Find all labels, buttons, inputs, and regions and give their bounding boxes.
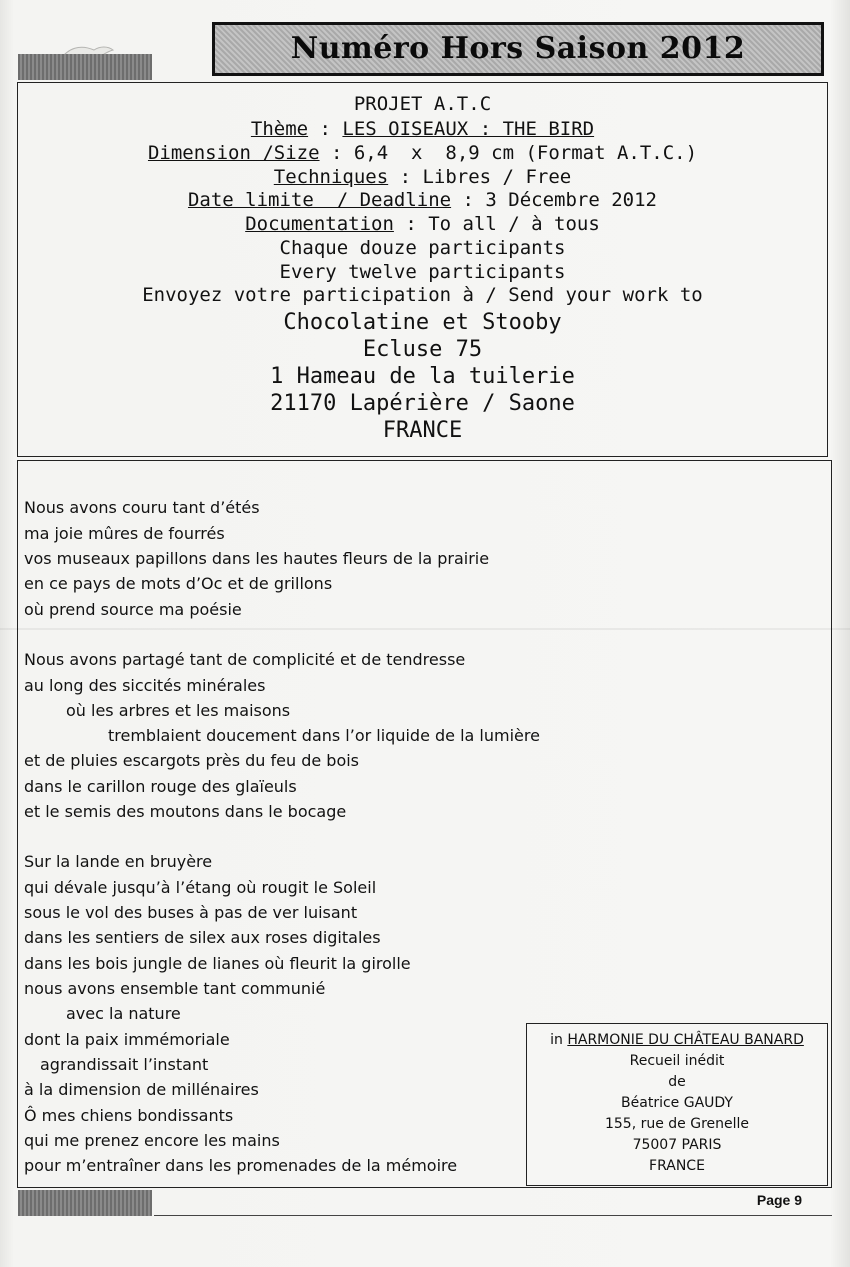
techniques-value: : Libres / Free [388, 166, 572, 188]
poem-line: vos museaux papillons dans les hautes fleurs de la prairie [24, 549, 490, 568]
poem-line: Ô mes chiens bondissants [24, 1106, 234, 1125]
deadline-line [18, 189, 827, 211]
size-value: : 6,4 x 8,9 cm (Format A.T.C.) [319, 142, 698, 164]
documentation-line [18, 213, 827, 235]
techniques-line [18, 166, 827, 188]
header-banner [212, 22, 824, 76]
credit-street: 155, rue de Grenelle [604, 1116, 750, 1132]
project-title: PROJET A.T.C [353, 93, 492, 115]
poem-line: au long des siccités minérales [24, 676, 266, 695]
poem-line: avec la nature [66, 1004, 181, 1023]
address-country: FRANCE [382, 418, 463, 443]
page-number: Page 9 [756, 1192, 802, 1208]
theme-label: Thème [250, 118, 309, 140]
poem-line: à la dimension de millénaires [24, 1080, 259, 1099]
poem-line: pour m’entraîner dans les promenades de la mémoire [24, 1156, 458, 1175]
decorative-band-top [18, 54, 152, 80]
theme-line [18, 118, 827, 140]
credit-source [527, 1032, 827, 1048]
address-line: Ecluse 75 [362, 337, 483, 362]
address-line: Chocolatine et Stooby [283, 310, 562, 335]
credit-city: 75007 PARIS [632, 1137, 722, 1153]
poem-line: Sur la lande en bruyère [24, 852, 213, 871]
documentation-label: Documentation [245, 213, 394, 235]
source-credit-box [526, 1023, 828, 1186]
size-line [18, 142, 827, 164]
credit-de: de [668, 1074, 686, 1090]
poem-line: sous le vol des buses à pas de ver luisant [24, 903, 358, 922]
address-line: 21170 Lapérière / Saone [270, 391, 575, 416]
credit-country: FRANCE [649, 1158, 705, 1174]
theme-value: LES OISEAUX : THE BIRD [342, 118, 595, 140]
send-instruction: Envoyez votre participation à / Send your work to [142, 284, 703, 306]
poem-line: dans les bois jungle de lianes où fleurit la girolle [24, 954, 411, 973]
poem-line: et le semis des moutons dans le bocage [24, 802, 347, 821]
poem-line: où prend source ma poésie [24, 600, 242, 619]
poem-line: Nous avons partagé tant de complicité et de tendresse [24, 650, 466, 669]
size-label: Dimension /Size [147, 142, 320, 164]
poem-line: nous avons ensemble tant communié [24, 979, 326, 998]
credit-in-prefix: in [550, 1032, 568, 1048]
footer [154, 1190, 832, 1216]
poem-line: dont la paix immémoriale [24, 1030, 230, 1049]
poem-line: ma joie mûres de fourrés [24, 524, 225, 543]
credit-author: Béatrice GAUDY [621, 1095, 733, 1111]
poem-line: qui dévale jusqu’à l’étang où rougit le Soleil [24, 878, 377, 897]
credit-subtitle: Recueil inédit [629, 1053, 725, 1069]
page-title: Numéro Hors Saison 2012 [290, 31, 746, 66]
address-line: 1 Hameau de la tuilerie [270, 364, 575, 389]
deadline-value: : 3 Décembre 2012 [451, 189, 657, 211]
deadline-label: Date limite / Deadline [187, 189, 452, 211]
decorative-band-bottom [18, 1190, 152, 1216]
poem-line: et de pluies escargots près du feu de bois [24, 751, 360, 770]
credit-book-title: HARMONIE DU CHÂTEAU BANARD [567, 1032, 804, 1048]
poem-line: dans le carillon rouge des glaïeuls [24, 777, 297, 796]
poem-line: en ce pays de mots d’Oc et de grillons [24, 574, 333, 593]
poem-line: dans les sentiers de silex aux roses digitales [24, 928, 381, 947]
poem-line: tremblaient doucement dans l’or liquide de la lumière [108, 726, 540, 745]
documentation-value: : To all / à tous [393, 213, 600, 235]
techniques-label: Techniques [273, 166, 389, 188]
poem-line: qui me prenez encore les mains [24, 1131, 280, 1150]
poem-line: Nous avons couru tant d’étés [24, 498, 260, 517]
participants-fr: Chaque douze participants [279, 237, 566, 259]
theme-separator: : [308, 118, 343, 140]
participants-en: Every twelve participants [279, 261, 566, 283]
poem-line: où les arbres et les maisons [66, 701, 291, 720]
project-info-box [17, 82, 828, 457]
poem-line: agrandissait l’instant [40, 1055, 209, 1074]
